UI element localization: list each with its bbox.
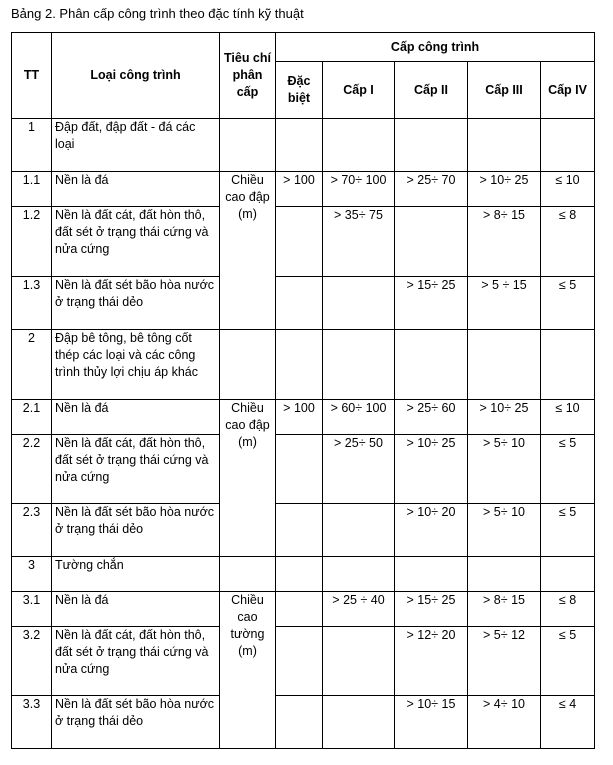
table-row (12, 330, 595, 400)
cell-cap-4 (541, 330, 595, 400)
header-cap-4: Cấp IV (541, 62, 595, 119)
classification-table (11, 32, 595, 749)
cell-cap-3 (468, 119, 541, 172)
cell-cap-1: > 60÷ 100 (323, 400, 395, 435)
cell-loai: Nền là đá (52, 172, 220, 207)
cell-dac-biet (276, 696, 323, 749)
cell-cap-1 (323, 119, 395, 172)
table-row (12, 592, 595, 627)
cell-cap-1 (323, 696, 395, 749)
cell-dac-biet (276, 435, 323, 504)
cell-cap-2: > 10÷ 15 (395, 696, 468, 749)
cell-cap-2: > 10÷ 25 (395, 435, 468, 504)
cell-cap-3: > 10÷ 25 (468, 172, 541, 207)
cell-dac-biet (276, 627, 323, 696)
cell-cap-1: > 70÷ 100 (323, 172, 395, 207)
table-row (12, 696, 595, 749)
header-dac-biet: Đặc biệt (276, 62, 323, 119)
cell-dac-biet (276, 557, 323, 592)
cell-cap-4: ≤ 10 (541, 172, 595, 207)
cell-cap-2: > 12÷ 20 (395, 627, 468, 696)
cell-tieuchi (220, 119, 276, 172)
cell-cap-1 (323, 330, 395, 400)
cell-dac-biet (276, 504, 323, 557)
cell-cap-2: > 15÷ 25 (395, 592, 468, 627)
cell-tt: 3 (12, 557, 52, 592)
table-row (12, 400, 595, 435)
cell-cap-3: > 8÷ 15 (468, 592, 541, 627)
cell-tt: 1.3 (12, 277, 52, 330)
cell-tieuchi-dam: Chiều cao đập (m) (220, 172, 276, 330)
cell-cap-4: ≤ 5 (541, 435, 595, 504)
cell-tt: 1.1 (12, 172, 52, 207)
cell-tt: 1 (12, 119, 52, 172)
cell-dac-biet (276, 330, 323, 400)
cell-tt: 2.2 (12, 435, 52, 504)
cell-tt: 3.1 (12, 592, 52, 627)
cell-cap-1 (323, 627, 395, 696)
cell-cap-2 (395, 557, 468, 592)
cell-loai: Nền là đất sét bão hòa nước ở trạng thái dẻo (52, 504, 220, 557)
cell-cap-3: > 5÷ 10 (468, 504, 541, 557)
cell-cap-2 (395, 330, 468, 400)
table-row (12, 435, 595, 504)
header-row-1 (12, 33, 595, 62)
cell-cap-3: > 4÷ 10 (468, 696, 541, 749)
cell-dac-biet: > 100 (276, 172, 323, 207)
cell-cap-1: > 25÷ 50 (323, 435, 395, 504)
cell-tieuchi-wall: Chiều cao tường (m) (220, 592, 276, 749)
cell-dac-biet (276, 277, 323, 330)
cell-loai: Nền là đất sét bão hòa nước ở trạng thái dẻo (52, 277, 220, 330)
cell-cap-4: ≤ 4 (541, 696, 595, 749)
cell-cap-2: > 10÷ 20 (395, 504, 468, 557)
header-cap-3: Cấp III (468, 62, 541, 119)
cell-cap-1 (323, 504, 395, 557)
cell-cap-3: > 8÷ 15 (468, 207, 541, 277)
cell-dac-biet (276, 207, 323, 277)
header-loai: Loại công trình (52, 33, 220, 119)
table-row (12, 504, 595, 557)
cell-tt: 2.3 (12, 504, 52, 557)
cell-cap-3 (468, 330, 541, 400)
table-row (12, 627, 595, 696)
cell-loai: Tường chắn (52, 557, 220, 592)
header-tieuchi: Tiêu chí phân cấp (220, 33, 276, 119)
table-row (12, 557, 595, 592)
cell-cap-4 (541, 119, 595, 172)
cell-loai: Đập bê tông, bê tông cốt thép các loại và các công trình thủy lợi chịu áp khác (52, 330, 220, 400)
cell-cap-4: ≤ 10 (541, 400, 595, 435)
cell-tt: 2.1 (12, 400, 52, 435)
cell-cap-1: > 25 ÷ 40 (323, 592, 395, 627)
cell-dac-biet (276, 119, 323, 172)
table-row (12, 277, 595, 330)
cell-cap-3: > 5÷ 12 (468, 627, 541, 696)
cell-cap-3 (468, 557, 541, 592)
cell-dac-biet: > 100 (276, 400, 323, 435)
cell-loai: Đập đất, đập đất - đá các loại (52, 119, 220, 172)
cell-tt: 1.2 (12, 207, 52, 277)
header-cap-1: Cấp I (323, 62, 395, 119)
cell-cap-2: > 25÷ 60 (395, 400, 468, 435)
cell-tieuchi (220, 330, 276, 400)
cell-cap-4: ≤ 5 (541, 277, 595, 330)
cell-cap-4 (541, 557, 595, 592)
cell-tt: 3.3 (12, 696, 52, 749)
header-cap-2: Cấp II (395, 62, 468, 119)
cell-cap-2: > 25÷ 70 (395, 172, 468, 207)
cell-loai: Nền là đá (52, 400, 220, 435)
table-caption: Bảng 2. Phân cấp công trình theo đặc tính kỹ thuật (11, 6, 304, 21)
cell-loai: Nền là đá (52, 592, 220, 627)
cell-loai: Nền là đất cát, đất hòn thô, đất sét ở trạng thái cứng và nửa cứng (52, 207, 220, 277)
table-row (12, 172, 595, 207)
cell-cap-4: ≤ 8 (541, 592, 595, 627)
cell-cap-2 (395, 119, 468, 172)
cell-tt: 2 (12, 330, 52, 400)
cell-dac-biet (276, 592, 323, 627)
header-cap-cong-trinh: Cấp công trình (276, 33, 595, 62)
cell-cap-2: > 15÷ 25 (395, 277, 468, 330)
cell-cap-3: > 5 ÷ 15 (468, 277, 541, 330)
table-row (12, 207, 595, 277)
header-tt: TT (12, 33, 52, 119)
cell-cap-4: ≤ 5 (541, 504, 595, 557)
cell-cap-3: > 5÷ 10 (468, 435, 541, 504)
cell-tt: 3.2 (12, 627, 52, 696)
cell-loai: Nền là đất sét bão hòa nước ở trạng thái dẻo (52, 696, 220, 749)
cell-cap-4: ≤ 5 (541, 627, 595, 696)
cell-loai: Nền là đất cát, đất hòn thô, đất sét ở trạng thái cứng và nửa cứng (52, 435, 220, 504)
cell-cap-4: ≤ 8 (541, 207, 595, 277)
cell-cap-3: > 10÷ 25 (468, 400, 541, 435)
cell-cap-1: > 35÷ 75 (323, 207, 395, 277)
cell-cap-2 (395, 207, 468, 277)
table-row (12, 119, 595, 172)
cell-tieuchi-dam: Chiều cao đập (m) (220, 400, 276, 557)
cell-cap-1 (323, 557, 395, 592)
cell-cap-1 (323, 277, 395, 330)
cell-tieuchi (220, 557, 276, 592)
cell-loai: Nền là đất cát, đất hòn thô, đất sét ở trạng thái cứng và nửa cứng (52, 627, 220, 696)
